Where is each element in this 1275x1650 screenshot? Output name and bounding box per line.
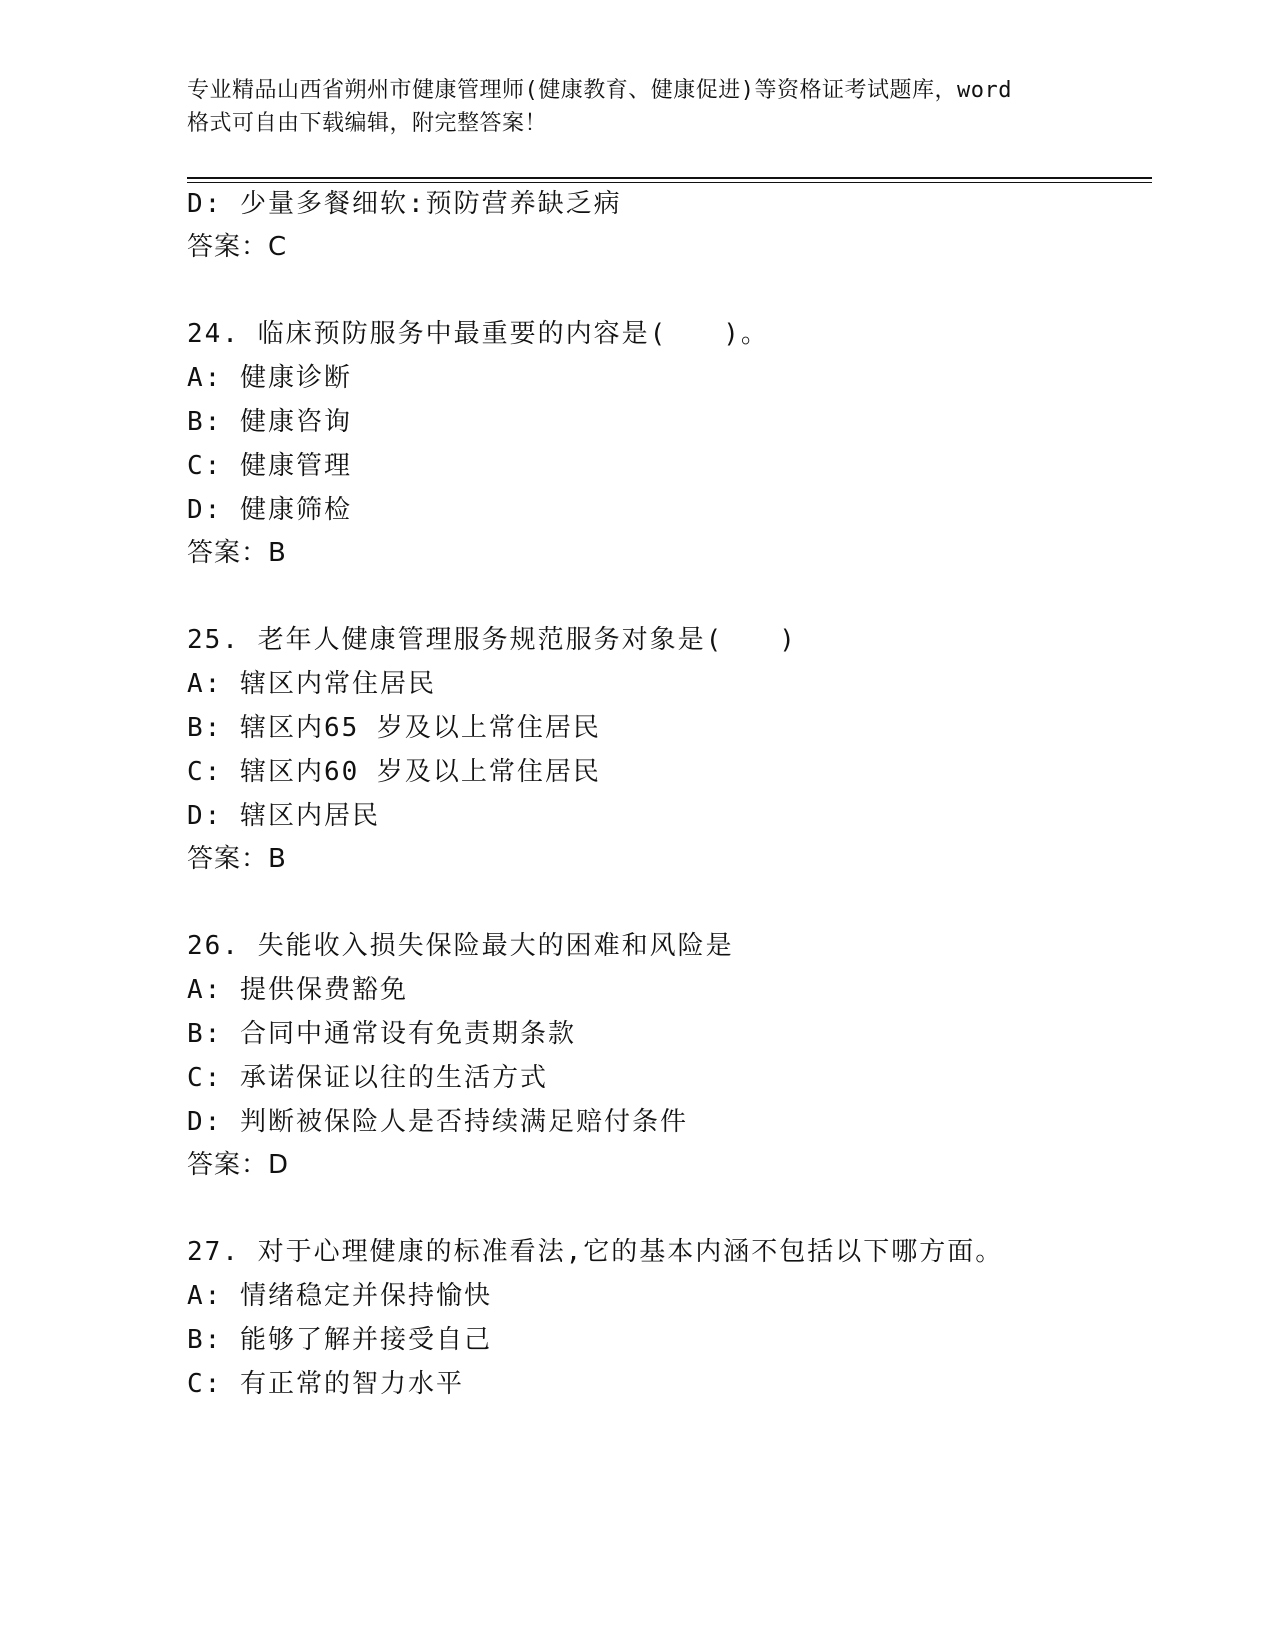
question-24-option-b: B: 健康咨询 [187,407,352,437]
header-line-2: 格式可自由下载编辑，附完整答案！ [187,111,548,136]
question-26-answer: 答案：D [187,1150,290,1180]
question-25-answer: 答案：B [187,844,287,874]
prev-question-option-d: D: 少量多餐细软:预防营养缺乏病 [187,189,622,219]
question-24-stem: 24. 临床预防服务中最重要的内容是( )。 [187,319,769,349]
header-line-1: 专业精品山西省朔州市健康管理师(健康教育、健康促进)等资格证考试题库，word [187,78,1012,103]
question-24-option-c: C: 健康管理 [187,451,352,481]
question-24-option-d: D: 健康筛检 [187,495,352,525]
question-26-option-c: C: 承诺保证以往的生活方式 [187,1063,548,1093]
question-25-option-b: B: 辖区内65 岁及以上常住居民 [187,713,601,743]
header-divider-thin [187,182,1152,183]
question-26-option-b: B: 合同中通常设有免责期条款 [187,1019,576,1049]
question-26-option-a: A: 提供保费豁免 [187,975,408,1005]
question-24-answer: 答案：B [187,538,287,568]
question-27-option-b: B: 能够了解并接受自己 [187,1325,492,1355]
question-26-stem: 26. 失能收入损失保险最大的困难和风险是 [187,931,734,961]
question-27-option-c: C: 有正常的智力水平 [187,1369,464,1399]
prev-question-answer: 答案：C [187,232,288,262]
document-header [187,74,1087,140]
question-25-stem: 25. 老年人健康管理服务规范服务对象是( ) [187,625,797,655]
question-26-option-d: D: 判断被保险人是否持续满足赔付条件 [187,1107,688,1137]
question-25-option-c: C: 辖区内60 岁及以上常住居民 [187,757,601,787]
question-25-option-d: D: 辖区内居民 [187,801,380,831]
question-24-option-a: A: 健康诊断 [187,363,352,393]
question-27-stem: 27. 对于心理健康的标准看法,它的基本内涵不包括以下哪方面。 [187,1237,1004,1267]
header-divider-thick [187,177,1152,179]
question-25-option-a: A: 辖区内常住居民 [187,669,436,699]
question-27-option-a: A: 情绪稳定并保持愉快 [187,1281,492,1311]
